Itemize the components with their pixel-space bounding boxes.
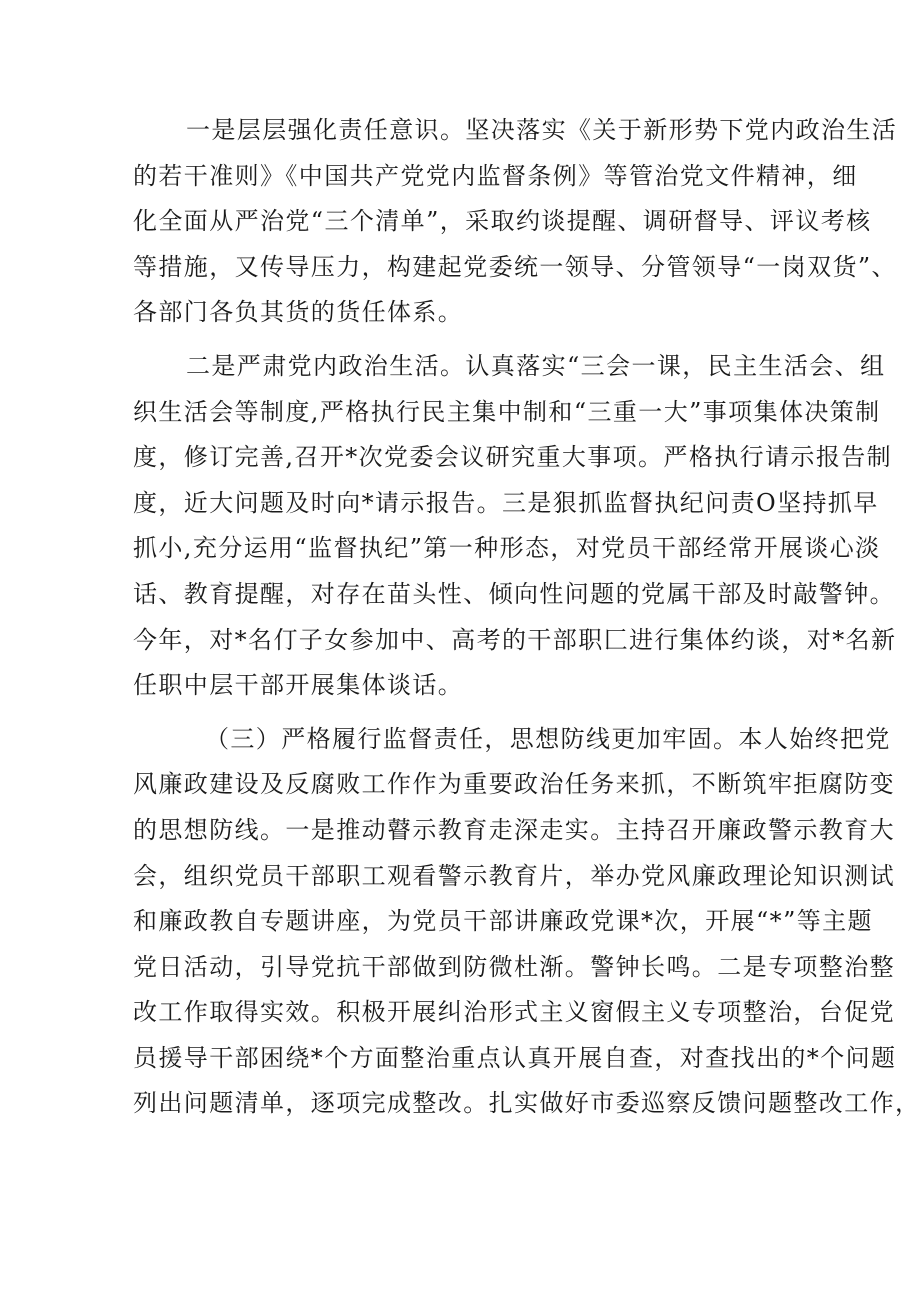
paragraph-1 [133,108,898,336]
text-line: 会，组织党员干部职工观看警示教育片，举办党风廉政理论知识测试 [133,861,895,890]
document-body [133,108,920,1127]
text-line: 党日活动，引导党抗干部做到防微杜渐。警钟长鸣。二是专项整治整 [133,952,895,981]
text-line: 度，修订完善,召开*次党委会议研究重大事项。严格执行请示报告制 [133,443,893,472]
text-line: 二是严肃党内政治生活。认真落实“三会一课，民主生活会、组 [186,351,886,380]
text-line: 员援导干部困绕*个方面整治重点认真开展自查，对查找出的*个问题 [133,1043,897,1072]
text-line: 今年，对*名仃子女参加中、高考的干部职匚进行集体约谈，对*名新 [133,625,897,654]
text-line: 改工作取得实效。积极开展纠治形式主义窗假主义专项整治，台促党 [133,998,895,1027]
text-line: 列出问题清单，逐项完成整改。扎实做好市委巡察反馈问题整改工作， [133,1089,920,1118]
text-line: 等措施，又传导压力，构建起党委统一领导、分管领导“一岗双货”、 [133,252,897,281]
text-line: 一是层层强化责任意识。坚决落实《关于新形势下党内政治生活 [186,116,898,144]
text-line: 的思想防线。一是推动瞽示教育走深走实。主持召开廉政警示教育大 [133,815,895,844]
paragraph-3 [133,717,920,1127]
text-line: 任职中层干部开展集体谈话。 [133,671,464,700]
text-line: 话、教育提醒，对存在苗头性、倾向性问题的党属干部及时敲警钟。 [133,579,895,608]
text-line: 化全面从严治党“三个清单”，采取约谈提醒、调研督导、评议考核 [133,207,872,236]
text-line: （三）严格履行监督责任，思想防线更加牢固。本人始终把党 [205,724,891,753]
text-line: 各部门各负其货的货任体系。 [133,298,464,327]
text-line: 的若干准则》《中国共产党党内监督条例》等管治党文件精神，细 [133,161,858,190]
paragraph-2 [133,344,897,709]
text-line: 织生活会等制度,严格执行民主集中制和“三重一大”事项集体决策制 [133,397,881,426]
text-line: 度，近大问题及时向*请示报告。三是狠抓监督执纪问责O坚持抓早 [133,488,879,517]
text-line: 风廉政建设及反腐败工作作为重要政治任务来抓，不断筑牢拒腐防变 [133,770,895,799]
text-line: 抓小,充分运用“监督执纪”第一种形态，对党员干部经常开展谈心淡 [133,534,881,563]
paragraph-gap [133,336,803,344]
paragraph-gap [133,709,803,717]
text-line: 和廉政教自专题讲座，为党员干部讲廉政党课*次，开展“*”等主题 [133,907,873,936]
